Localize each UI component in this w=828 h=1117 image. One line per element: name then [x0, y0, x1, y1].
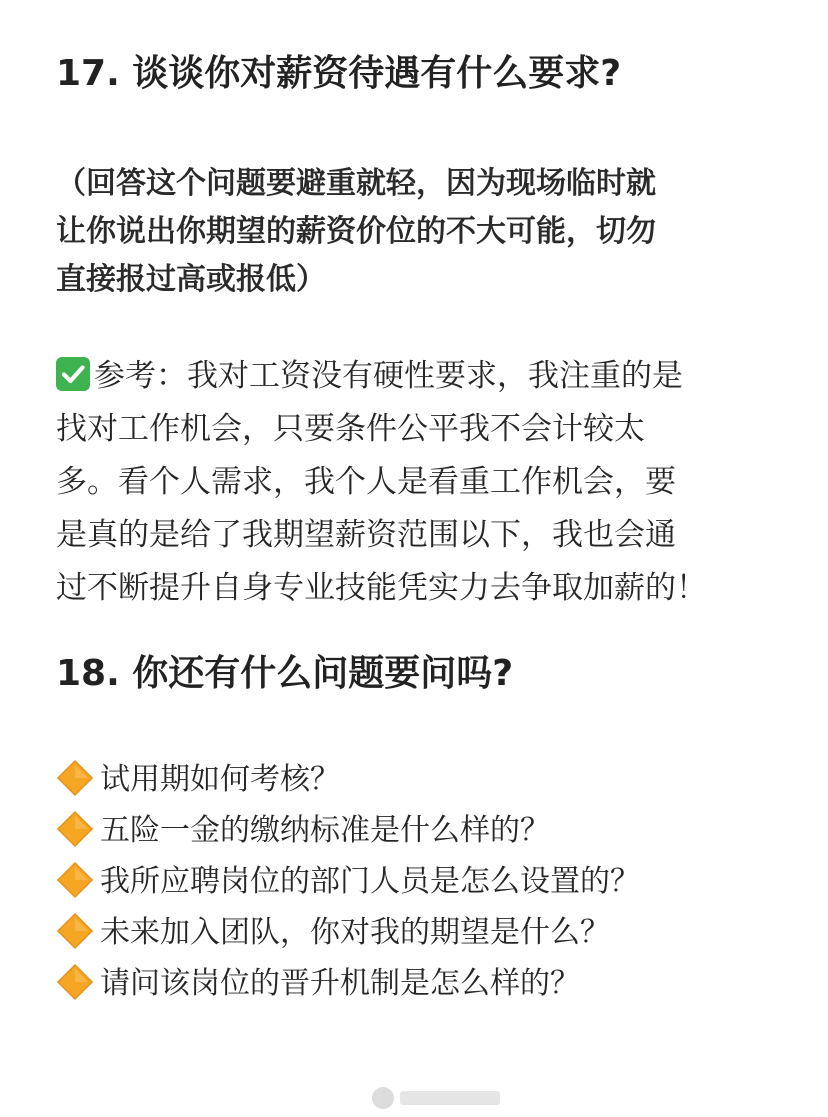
answer-line: 过不断提升自身专业技能凭实力去争取加薪的！ — [56, 570, 707, 606]
check-mark-icon — [56, 357, 90, 391]
note-line: 让你说出你期望的薪资价位的不大可能，切勿 — [56, 214, 656, 249]
list-item — [56, 856, 776, 907]
answer-line: 多。看个人需求，我个人是看重工作机会，要 — [56, 464, 676, 500]
list-item-text: 五险一金的缴纳标准是什么样的？ — [100, 813, 550, 848]
orange-diamond-icon — [56, 912, 94, 950]
answer-line — [56, 350, 776, 403]
answer-text: 参考：我对工资没有硬性要求，我注重的是 — [94, 358, 683, 394]
questions-list — [56, 754, 776, 1009]
answer-line: 是真的是给了我期望薪资范围以下，我也会通 — [56, 517, 676, 553]
orange-diamond-icon — [56, 810, 94, 848]
watermark-text-blur — [400, 1091, 500, 1105]
answer-line: 找对工作机会，只要条件公平我不会计较太 — [56, 411, 645, 447]
watermark-avatar-icon — [372, 1087, 394, 1109]
list-item-text: 试用期如何考核？ — [100, 762, 340, 797]
list-item — [56, 754, 776, 805]
question-17-heading: 17. 谈谈你对薪资待遇有什么要求? — [56, 53, 622, 94]
list-item-text: 未来加入团队，你对我的期望是什么？ — [100, 915, 610, 950]
list-item — [56, 907, 776, 958]
reference-answer — [56, 350, 776, 615]
list-item-text: 请问该岗位的晋升机制是怎么样的？ — [100, 966, 580, 1001]
watermark — [372, 1086, 500, 1110]
orange-diamond-icon — [56, 861, 94, 899]
question-18-heading: 18. 你还有什么问题要问吗? — [56, 653, 514, 694]
answer-tip-note — [56, 160, 776, 304]
list-item-text: 我所应聘岗位的部门人员是怎么设置的？ — [100, 864, 640, 899]
orange-diamond-icon — [56, 759, 94, 797]
note-line: 直接报过高或报低） — [56, 262, 326, 297]
list-item — [56, 805, 776, 856]
note-line: （回答这个问题要避重就轻，因为现场临时就 — [56, 166, 656, 201]
orange-diamond-icon — [56, 963, 94, 1001]
list-item — [56, 958, 776, 1009]
